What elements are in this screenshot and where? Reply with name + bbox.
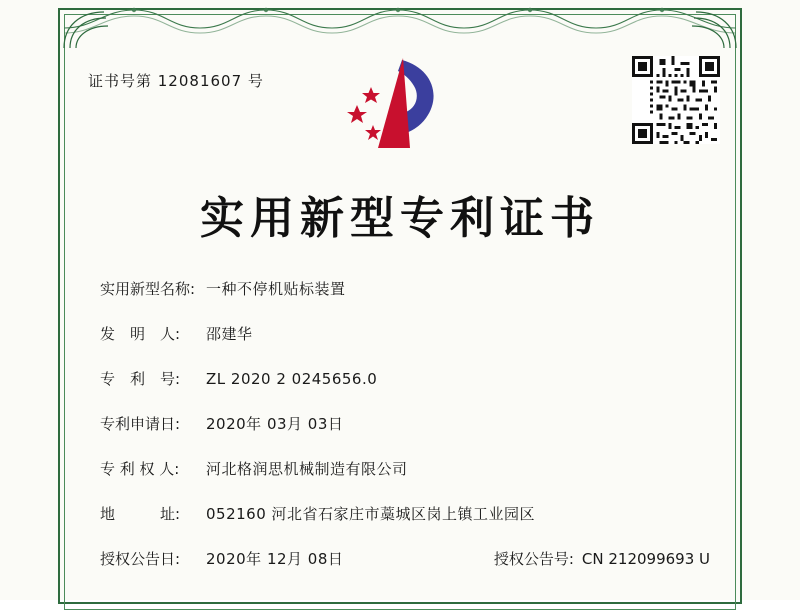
- grant-date-value: 2020年 12月 08日: [206, 550, 344, 568]
- field-value: 邵建华: [206, 325, 253, 343]
- field-patentee: [100, 458, 710, 479]
- grant-date-label: 授权公告日:: [100, 550, 181, 568]
- field-value: 一种不停机贴标装置: [206, 280, 346, 298]
- verification-qr-code: [632, 56, 720, 144]
- field-label: 实用新型名称:: [100, 280, 196, 298]
- field-value: 052160 河北省石家庄市藁城区岗上镇工业园区: [206, 505, 536, 523]
- field-label: 专 利 权 人:: [100, 460, 180, 478]
- field-label: 专利申请日:: [100, 415, 181, 433]
- field-label: 发 明 人:: [100, 325, 181, 343]
- announcement-number-label: 授权公告号:: [493, 550, 574, 568]
- field-label: 专 利 号:: [100, 370, 181, 388]
- field-address: [100, 503, 710, 524]
- field-value: ZL 2020 2 0245656.0: [206, 370, 378, 388]
- field-grant-row: [100, 548, 710, 569]
- field-label: 地 址:: [100, 505, 181, 523]
- field-utility-model-name: [100, 278, 710, 299]
- field-value: 2020年 03月 03日: [206, 415, 344, 433]
- field-patent-number: [100, 368, 710, 389]
- page-title: 实用新型专利证书: [200, 193, 600, 244]
- announcement-number-value: CN 212099693 U: [581, 550, 710, 568]
- field-list: [100, 278, 710, 569]
- field-value: 河北格润思机械制造有限公司: [206, 460, 408, 478]
- patent-office-logo: [340, 52, 460, 162]
- field-inventor: [100, 323, 710, 344]
- field-application-date: [100, 413, 710, 434]
- certificate-number: 证书号第 12081607 号: [88, 72, 264, 90]
